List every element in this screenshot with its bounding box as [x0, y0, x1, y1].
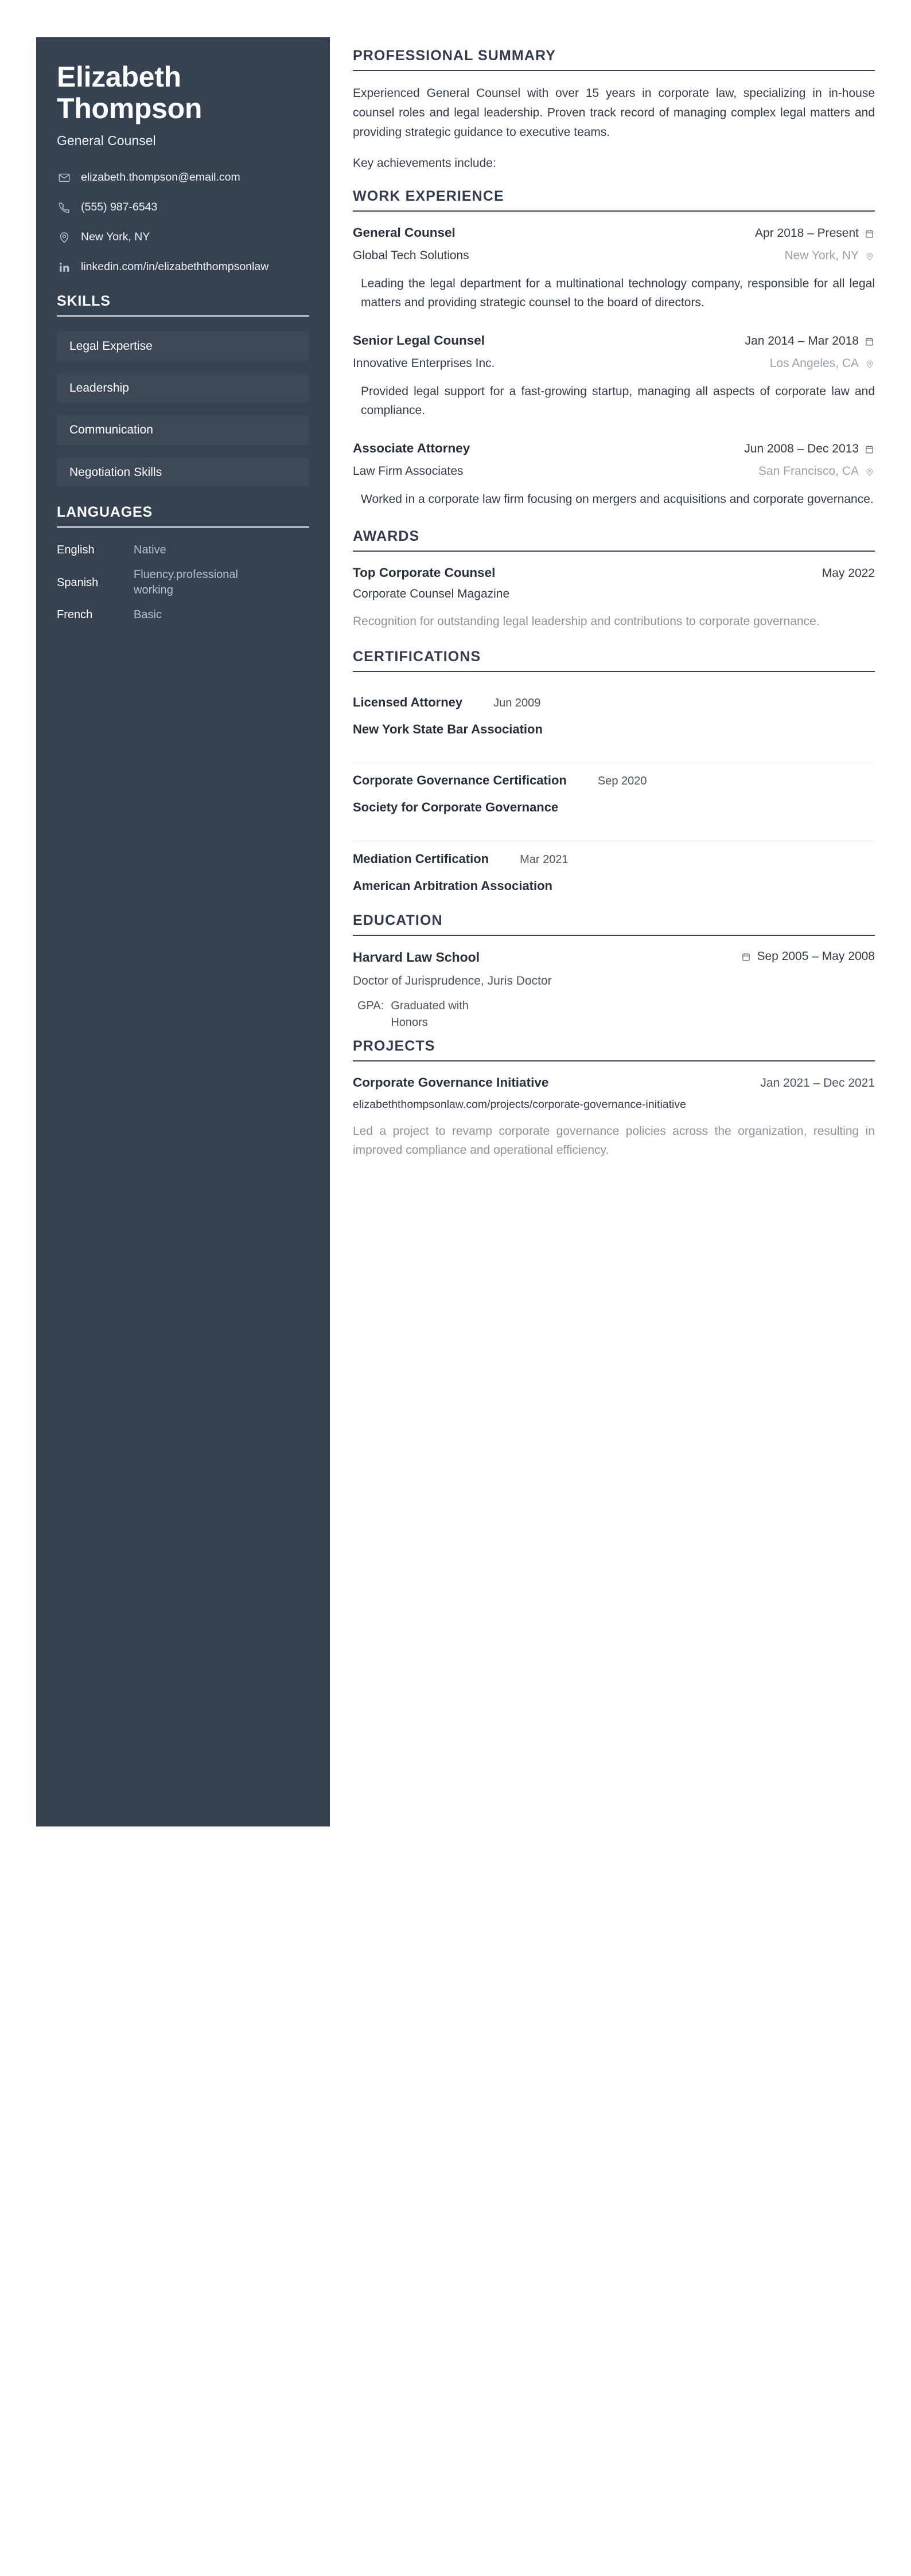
- work-description: Provided legal support for a fast-growing startup, managing all aspects of corporate law and compliance.: [361, 384, 875, 417]
- section-professional-summary: [353, 48, 875, 173]
- calendar-icon: [864, 228, 875, 239]
- location-pin-icon: [864, 466, 875, 477]
- sidebar-section-skills: [57, 293, 309, 487]
- summary-paragraph: Experienced General Counsel with over 15 years in corporate law, specializing in in-house counsel roles and legal leadership. Proven track record of managing complex legal matters and providing strategic guidance to executive teams.: [353, 87, 875, 139]
- work-entry: [353, 332, 875, 420]
- language-name: Spanish: [57, 576, 99, 589]
- language-level: Fluency.professional working: [134, 568, 238, 597]
- certification-issuer: Society for Corporate Governance: [353, 800, 559, 815]
- education-divider: [353, 935, 875, 936]
- identity-block: [57, 61, 309, 150]
- certification-entry: [353, 841, 875, 905]
- work-location: [784, 248, 875, 264]
- work-entry-header: [353, 332, 875, 349]
- certification-header: [353, 850, 875, 868]
- contact-linkedin-value: linkedin.com/in/elizabeththompsonlaw: [81, 260, 269, 274]
- summary-achievements-lead: Key achievements include:: [353, 157, 496, 170]
- calendar-icon: [864, 444, 875, 455]
- contact-phone-value: (555) 987-6543: [81, 201, 158, 214]
- work-location-text: Los Angeles, CA: [769, 357, 859, 370]
- certification-date: Mar 2021: [520, 853, 569, 867]
- work-date-range: [755, 225, 875, 241]
- skill-item: Legal Expertise: [57, 331, 309, 361]
- project-description: Led a project to revamp corporate governance policies across the organization, resulting in improved compliance and operational efficiency.: [353, 1124, 875, 1157]
- education-gpa-label: GPA:: [357, 1000, 384, 1013]
- languages-divider: [57, 526, 309, 528]
- section-awards: [353, 528, 875, 631]
- certification-title: Licensed Attorney: [353, 694, 463, 709]
- work-company: Innovative Enterprises Inc.: [353, 357, 495, 370]
- award-description: Recognition for outstanding legal leadership and contributions to corporate governance.: [353, 615, 820, 629]
- work-entry-subheader: [353, 244, 875, 264]
- skill-item: Negotiation Skills: [57, 458, 309, 487]
- certification-issuer: American Arbitration Association: [353, 878, 552, 893]
- work-dates-text: Apr 2018 – Present: [755, 227, 859, 240]
- language-level: Basic: [134, 608, 162, 622]
- work-job-title: General Counsel: [353, 225, 456, 240]
- education-dates-text: Sep 2005 – May 2008: [757, 950, 875, 963]
- award-entry-header: [353, 564, 875, 581]
- work-entry-subheader: [353, 352, 875, 372]
- location-pin-icon: [864, 358, 875, 369]
- summary-divider: [353, 70, 875, 71]
- project-url[interactable]: elizabeththompsonlaw.com/projects/corporate-governance-initiative: [353, 1098, 686, 1111]
- certification-header: [353, 772, 875, 790]
- education-school: Harvard Law School: [353, 949, 480, 965]
- certification-title: Corporate Governance Certification: [353, 773, 567, 788]
- location-pin-icon: [864, 251, 875, 261]
- contact-location-value: New York, NY: [81, 231, 150, 244]
- education-heading: EDUCATION: [353, 912, 443, 928]
- work-company: Law Firm Associates: [353, 465, 464, 478]
- contact-item-email[interactable]: [57, 169, 309, 186]
- project-header: [353, 1074, 875, 1091]
- language-item: [57, 542, 309, 558]
- language-item: [57, 607, 309, 623]
- calendar-icon: [864, 336, 875, 347]
- award-entry: [353, 564, 875, 631]
- award-date: May 2022: [822, 567, 875, 580]
- work-description: Worked in a corporate law firm focusing on mergers and acquisitions and corporate governance.: [361, 492, 874, 506]
- skills-heading: SKILLS: [57, 292, 111, 309]
- work-entry-header: [353, 224, 875, 241]
- certification-date: Jun 2009: [493, 696, 541, 709]
- work-job-title: Senior Legal Counsel: [353, 333, 485, 348]
- page-title: Elizabeth Thompson: [57, 61, 203, 124]
- certification-header: [353, 694, 875, 712]
- section-projects: [353, 1038, 875, 1160]
- education-header: [353, 949, 875, 966]
- contact-item-phone[interactable]: [57, 199, 309, 216]
- certifications-divider: [353, 671, 875, 672]
- section-work-experience: [353, 188, 875, 509]
- project-entry: [353, 1074, 875, 1160]
- section-education: [353, 912, 875, 1032]
- projects-heading: PROJECTS: [353, 1038, 435, 1055]
- education-gpa-value: Graduated with Honors: [391, 1000, 469, 1029]
- sidebar-section-languages: [57, 504, 309, 623]
- linkedin-icon: [57, 260, 72, 275]
- work-heading: WORK EXPERIENCE: [353, 188, 504, 205]
- work-dates-text: Jan 2014 – Mar 2018: [745, 334, 859, 348]
- job-title: General Counsel: [57, 133, 156, 148]
- envelope-icon: [57, 170, 72, 185]
- certification-date: Sep 2020: [597, 775, 647, 788]
- education-degree: Doctor of Jurisprudence, Juris Doctor: [353, 974, 552, 988]
- summary-heading: PROFESSIONAL SUMMARY: [353, 48, 556, 64]
- languages-heading: LANGUAGES: [57, 504, 153, 521]
- location-pin-icon: [57, 230, 72, 245]
- work-location: [758, 463, 875, 479]
- projects-divider: [353, 1060, 875, 1061]
- award-issuer: Corporate Counsel Magazine: [353, 587, 510, 600]
- award-title: Top Corporate Counsel: [353, 565, 496, 580]
- awards-heading: AWARDS: [353, 528, 420, 545]
- language-name: French: [57, 608, 93, 622]
- section-certifications: [353, 649, 875, 905]
- contact-list: [57, 169, 309, 276]
- education-gpa: [353, 998, 875, 1031]
- certifications-heading: CERTIFICATIONS: [353, 648, 481, 665]
- main-content: [330, 37, 875, 1167]
- work-entry: [353, 224, 875, 313]
- work-dates-text: Jun 2008 – Dec 2013: [744, 442, 859, 456]
- work-description: Leading the legal department for a multinational technology company, responsible for all legal matters and providing strategic counsel to the board of directors.: [361, 276, 875, 310]
- language-level: Native: [134, 544, 166, 557]
- work-location-text: San Francisco, CA: [758, 465, 859, 478]
- language-item: [57, 567, 309, 598]
- work-entry-subheader: [353, 459, 875, 480]
- language-name: English: [57, 544, 95, 557]
- education-date-range: [741, 950, 875, 963]
- certification-entry: [353, 685, 875, 763]
- resume-document: [36, 37, 875, 1826]
- work-entry: [353, 440, 875, 509]
- work-company: Global Tech Solutions: [353, 249, 469, 263]
- contact-email-value: elizabeth.thompson@email.com: [81, 171, 240, 184]
- awards-divider: [353, 551, 875, 552]
- work-divider: [353, 210, 875, 212]
- skill-item: Communication: [57, 415, 309, 444]
- work-location-text: New York, NY: [784, 249, 859, 263]
- certification-title: Mediation Certification: [353, 852, 489, 867]
- project-date-range: Jan 2021 – Dec 2021: [760, 1076, 875, 1090]
- work-job-title: Associate Attorney: [353, 441, 470, 456]
- contact-item-linkedin[interactable]: [57, 259, 309, 276]
- phone-icon: [57, 200, 72, 215]
- work-date-range: [745, 333, 875, 349]
- work-date-range: [744, 441, 875, 457]
- skills-divider: [57, 315, 309, 317]
- skill-item: Leadership: [57, 373, 309, 403]
- calendar-icon: [741, 951, 752, 962]
- sidebar: [36, 37, 330, 1826]
- contact-item-location: [57, 229, 309, 246]
- education-entry: [353, 949, 875, 1032]
- certification-entry: [353, 763, 875, 841]
- work-location: [770, 356, 875, 372]
- certification-issuer: New York State Bar Association: [353, 721, 543, 736]
- work-entry-header: [353, 440, 875, 457]
- project-name: Corporate Governance Initiative: [353, 1075, 549, 1090]
